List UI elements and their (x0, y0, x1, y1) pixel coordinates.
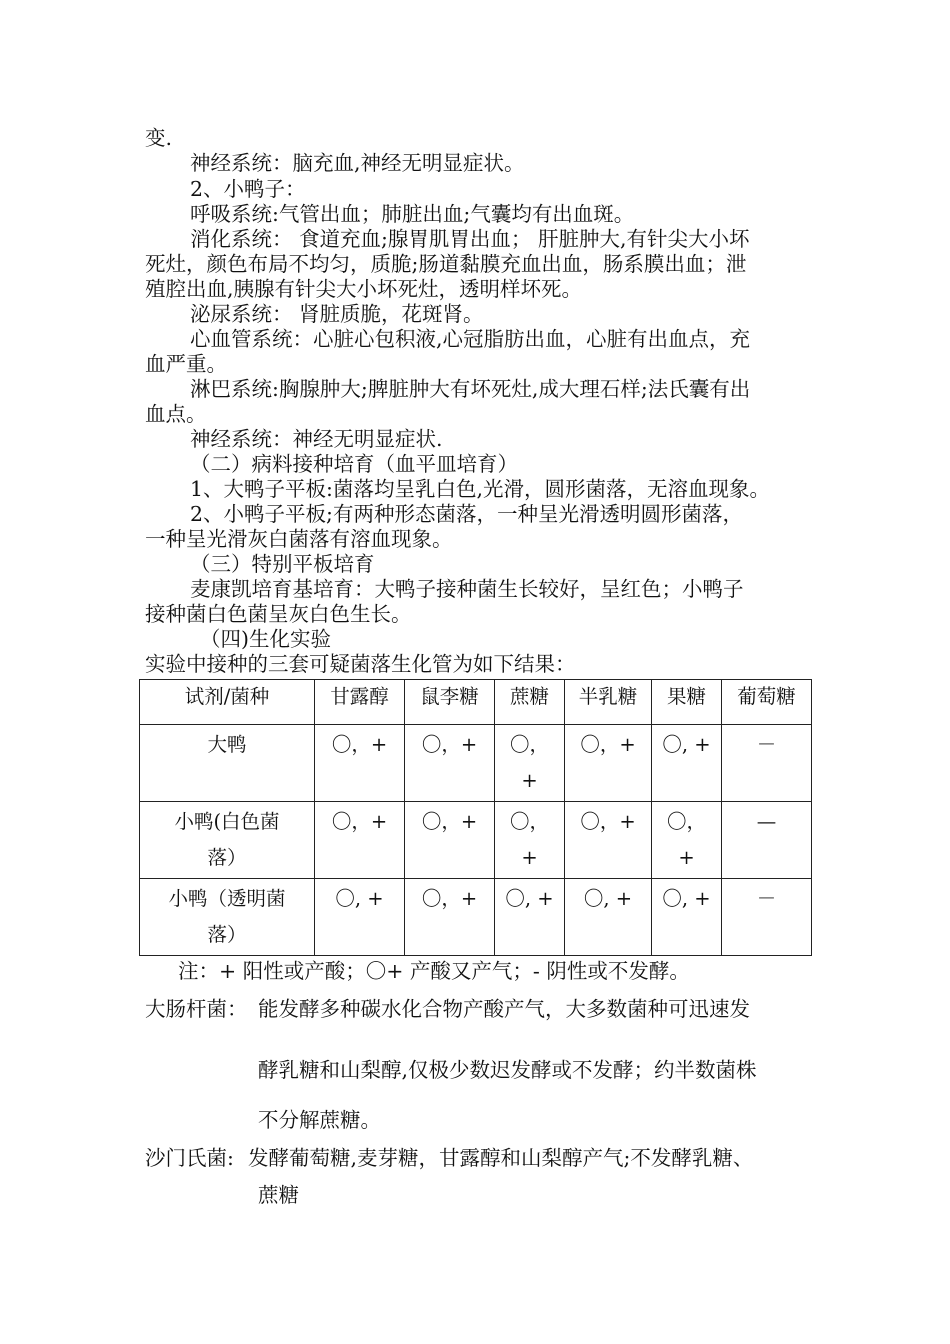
paragraph-continuation: 变. (145, 126, 173, 150)
table-cell (405, 802, 495, 879)
paragraph-small-duck-plate-line2: 一种呈光滑灰白菌落有溶血现象。 (145, 527, 453, 551)
paragraph-small-duck-plate-line1: 2、小鸭子平板;有两种形态菌落，一种呈光滑透明圆形菌落， (190, 502, 743, 526)
salmonella-label: 沙门氏菌: (145, 1146, 234, 1170)
cell-value: 〇，+ (421, 733, 478, 756)
ecoli-description-line2: 酵乳糖和山梨醇,仅极少数迟发酵或不发酵；约半数菌株 (258, 1058, 757, 1082)
cell-value-wrap: + (521, 846, 538, 869)
table-row (140, 725, 812, 802)
paragraph-cardiovascular-line1: 心血管系统：心脏心包积液,心冠脂肪出血，心脏有出血点，充 (190, 327, 751, 351)
paragraph-large-duck-plate: 1、大鸭子平板:菌落均呈乳白色,光滑，圆形菌落，无溶血现象。 (190, 477, 770, 501)
table-row (140, 879, 812, 956)
cell-value: 〇， (509, 733, 549, 756)
paragraph-macconkey-line2: 接种菌白色菌呈灰白色生长。 (145, 602, 412, 626)
cell-value-wrap: + (678, 846, 695, 869)
table-cell (405, 725, 495, 802)
cell-value: － (756, 887, 777, 910)
table-cell (315, 802, 405, 879)
ecoli-description-line1: 能发酵多种碳水化合物产酸产气，大多数菌种可迅速发 (258, 997, 750, 1021)
ecoli-description-line3: 不分解蔗糖。 (258, 1108, 381, 1132)
paragraph-macconkey-line1: 麦康凯培育基培育：大鸭子接种菌生长较好，呈红色；小鸭子 (190, 577, 744, 601)
paragraph-respiratory: 呼吸系统:气管出血；肺脏出血;气囊均有出血斑。 (190, 202, 635, 226)
salmonella-description-line2: 蔗糖 (258, 1183, 299, 1207)
table-cell (722, 802, 812, 879)
paragraph-urinary: 泌尿系统： 肾脏质脆，花斑肾。 (190, 302, 484, 326)
section-heading-inoculation: （二）病料接种培育（血平皿培育） (190, 452, 518, 476)
table-cell (495, 802, 565, 879)
paragraph-nervous-system-large: 神经系统：脑充血,神经无明显症状。 (190, 151, 525, 175)
salmonella-description-line1: 发酵葡萄糖,麦芽糖，甘露醇和山梨醇产气;不发酵乳糖、 (248, 1146, 754, 1170)
table-header-cell: 蔗糖 (495, 680, 565, 725)
cell-value: 〇, + (583, 887, 633, 910)
cell-value: — (756, 810, 777, 833)
table-header-row (140, 680, 812, 725)
cell-value: 〇，+ (580, 810, 636, 833)
table-cell (722, 725, 812, 802)
table-cell (495, 879, 565, 956)
cell-value: 〇， (666, 810, 706, 833)
paragraph-digestive-line2: 死灶，颜色布局不均匀，质脆;肠道黏膜充血出血，肠系膜出血；泄 (145, 252, 747, 276)
table-row (140, 802, 812, 879)
table-cell (565, 802, 652, 879)
cell-value: 〇，+ (421, 887, 478, 910)
table-header-cell: 鼠李糖 (405, 680, 495, 725)
section-heading-biochemical: （四)生化实验 (200, 627, 331, 651)
paragraph-lymphatic-line1: 淋巴系统:胸腺肿大;脾脏肿大有坏死灶,成大理石样;法氏囊有出 (190, 377, 751, 401)
cell-value: 〇, + (335, 887, 384, 910)
cell-value: 〇, + (662, 733, 711, 756)
row-label: 大鸭 (207, 733, 247, 756)
paragraph-digestive-line1: 消化系统： 食道充血;腺胃肌胃出血； 肝脏肿大,有针尖大小坏 (190, 227, 750, 251)
table-legend-note: 注：+ 阳性或产酸；〇+ 产酸又产气；- 阴性或不发酵。 (178, 959, 690, 983)
table-header-cell: 果糖 (652, 680, 722, 725)
table-cell (722, 879, 812, 956)
table-cell (565, 879, 652, 956)
cell-value: 〇, + (505, 887, 554, 910)
ecoli-label: 大肠杆菌： (145, 997, 248, 1021)
table-cell (652, 802, 722, 879)
table-cell (652, 879, 722, 956)
table-cell (652, 725, 722, 802)
section-heading-small-duck: 2、小鸭子： (190, 177, 306, 201)
table-cell (315, 879, 405, 956)
table-header-cell: 试剂/菌种 (140, 680, 315, 725)
table-cell (315, 725, 405, 802)
cell-value: 〇， (509, 810, 549, 833)
section-heading-special-plate: （三）特别平板培育 (190, 552, 375, 576)
row-label: 小鸭(白色菌 (174, 810, 280, 833)
row-label-cell (140, 802, 315, 879)
table-header-cell: 甘露醇 (315, 680, 405, 725)
paragraph-cardiovascular-line2: 血严重。 (145, 352, 227, 376)
table-header-cell: 葡萄糖 (722, 680, 812, 725)
row-label: 小鸭（透明菌 (168, 887, 286, 910)
paragraph-nervous-system-small: 神经系统：神经无明显症状. (190, 427, 443, 451)
cell-value: 〇，+ (331, 733, 388, 756)
row-label-continued: 落） (207, 923, 247, 946)
cell-value: － (756, 733, 777, 756)
cell-value: 〇，+ (331, 810, 388, 833)
table-cell (405, 879, 495, 956)
cell-value-wrap: + (521, 769, 538, 792)
table-header-cell: 半乳糖 (565, 680, 652, 725)
row-label-cell (140, 725, 315, 802)
row-label-continued: 落） (207, 846, 247, 869)
cell-value: 〇，+ (580, 733, 636, 756)
paragraph-table-intro: 实验中接种的三套可疑菌落生化管为如下结果： (145, 652, 576, 676)
table-cell (565, 725, 652, 802)
paragraph-digestive-line3: 殖腔出血,胰腺有针尖大小坏死灶，透明样坏死。 (145, 277, 583, 301)
cell-value: 〇, + (662, 887, 711, 910)
biochemical-results-table (139, 679, 812, 956)
cell-value: 〇，+ (421, 810, 478, 833)
paragraph-lymphatic-line2: 血点。 (145, 402, 207, 426)
table-cell (495, 725, 565, 802)
row-label-cell (140, 879, 315, 956)
